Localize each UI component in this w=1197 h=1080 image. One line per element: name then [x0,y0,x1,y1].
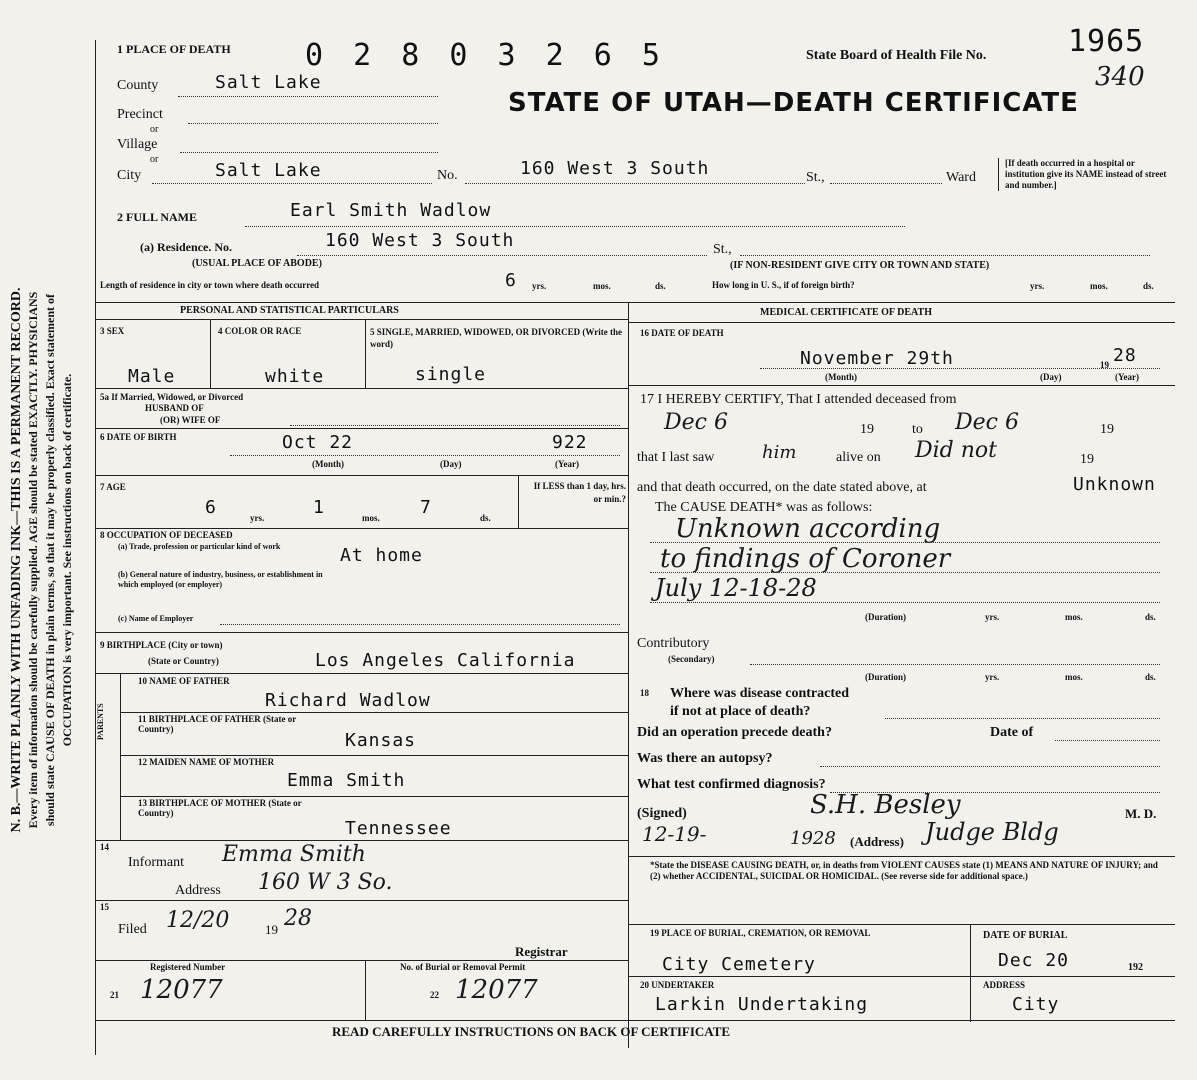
length-yrs: yrs. [532,281,547,291]
village-label: Village [117,137,158,152]
test-label: What test confirmed diagnosis? [637,777,826,792]
death-occurred-label: and that death occurred, on the date stated above, at [637,480,927,495]
dob-label: 6 DATE OF BIRTH [100,432,177,442]
personal-heading: PERSONAL AND STATISTICAL PARTICULARS [180,305,399,316]
signed-date: 12-19- [642,822,707,846]
q18-line-1: Where was disease contracted [670,686,849,701]
residence-value: 160 West 3 South [325,230,515,251]
date-of-death-year: 28 [1113,345,1137,366]
county-label: County [117,78,159,93]
duration-mos-2: mos. [1065,672,1083,682]
age-label: 7 AGE [100,482,126,492]
address-label: (Address) [850,834,904,849]
informant-label: Informant [128,855,184,870]
length-ds: ds. [655,281,666,291]
file-number-2: 340 [1095,62,1145,92]
registered-number-label: Registered Number [150,962,226,972]
mother-birthplace-value: Tennessee [345,818,452,839]
attended-from: Dec 6 [664,410,728,435]
father-birthplace-value: Kansas [345,730,417,751]
cause-footnote: *State the DISEASE CAUSING DEATH, or, in deaths from VIOLENT CAUSES state (1) MEANS AND NATURE OF INJURY; and (2) whether ACCIDENTAL, SUICIDAL OR HOMICIDAL. (See reverse side for additional space.) [650,860,1158,881]
age-mos-caption: mos. [362,513,380,523]
attended-to-label: to [912,422,923,437]
filed-date: 12/20 [166,908,230,933]
death-day-caption: (Day) [1040,372,1062,382]
father-value: Richard Wadlow [265,690,431,711]
sidebar-instructions [0,0,84,1064]
burial-permit-label: No. of Burial or Removal Permit [400,962,526,972]
burial-permit-number: 12077 [455,975,538,1005]
attended-to: Dec 6 [955,410,1019,435]
hospital-note: [If death occurred in a hospital or institution give its NAME instead of street and number.] [998,158,1170,191]
burial-year-value: 192 [1128,962,1143,973]
cause-line-1: Unknown according [675,514,941,544]
us-yrs: yrs. [1030,281,1045,291]
birthplace-value: Los Angeles California [315,650,576,671]
us-mos: mos. [1090,281,1108,291]
undertaker-address-value: City [1012,994,1060,1015]
spouse-label-2: HUSBAND OF [145,403,204,413]
registrar-label: Registrar [515,944,568,959]
residence-label: (a) Residence. No. [140,240,232,254]
dob-month-day: Oct 22 [282,432,354,453]
mother-value: Emma Smith [287,770,406,791]
undertaker-label: 20 UNDERTAKER [640,980,715,990]
death-year-prefix: 19 [1100,360,1109,370]
date-of-death-label: 16 DATE OF DEATH [640,328,724,338]
color-label: 4 COLOR OR RACE [218,326,302,336]
full-name-value: Earl Smith Wadlow [290,200,492,221]
length-mos: mos. [593,281,611,291]
undertaker-address-label: ADDRESS [983,980,1026,990]
burial-place-value: City Cemetery [662,954,816,975]
us-label: How long in U. S., if of foreign birth? [712,280,855,290]
side-line-4: OCCUPATION is very important. See instructions on back of certificate. [60,373,74,747]
filed-label: Filed [118,922,147,937]
bottom-rule [95,1020,1175,1021]
birthplace-label: 9 BIRTHPLACE (City or town) [100,640,223,650]
side-line-1: N. B.—WRITE PLAINLY WITH UNFADING INK—THIS IS A PERMANENT RECORD. [9,287,24,833]
occupation-b-label: (b) General nature of industry, business, or establishment in which employed (or employer) [118,570,323,589]
undertaker-value: Larkin Undertaking [655,994,869,1015]
board-file-label: State Board of Health File No. [806,48,987,63]
filed-number: 15 [100,902,109,912]
last-saw-word: him [762,442,797,463]
footer-instructions: READ CAREFULLY INSTRUCTIONS ON BACK OF CERTIFICATE [332,1024,731,1039]
father-birthplace-label: 11 BIRTHPLACE OF FATHER (State or Country) [138,714,297,734]
occupation-a-label: (a) Trade, profession or particular kind of work [118,542,281,551]
full-name-label: 2 FULL NAME [117,210,198,224]
side-line-2: Every item of information should be carefully supplied. AGE should be stated EXACTLY. PHYSICIANS [26,291,40,829]
burial-date-label: DATE OF BURIAL [983,930,1068,941]
alive-on-year: 19 [1080,452,1094,467]
informant-address-label: Address [175,883,221,898]
length-value: 6 [505,270,517,291]
registered-number-prefix: 21 [110,990,119,1000]
left-border [95,40,96,1055]
county-value: Salt Lake [215,72,322,93]
street-value: 160 West 3 South [520,158,710,179]
burial-permit-prefix: 22 [430,990,439,1000]
last-saw-label: that I last saw [637,450,715,465]
alive-on-value: Did not [915,438,998,463]
center-divider [628,303,629,1048]
us-ds: ds. [1143,281,1154,291]
nonresident-label: (IF NON-RESIDENT GIVE CITY OR TOWN AND STATE) [730,260,990,271]
certify-label: 17 I HEREBY CERTIFY, That I attended deceased from [640,392,957,407]
or-2: or [150,154,159,165]
death-year-caption: (Year) [1115,372,1139,382]
duration-ds-2: ds. [1145,672,1156,682]
residence-st-label: St., [713,242,732,257]
occupation-c-label: (c) Name of Employer [118,614,194,623]
precinct-label: Precinct [117,107,163,122]
city-label: City [117,168,142,183]
section-rule [95,302,1175,303]
spouse-label-1: 5a If Married, Widowed, or Divorced [100,392,244,402]
physician-signature: S.H. Besley [810,790,961,820]
marital-label: 5 SINGLE, MARRIED, WIDOWED, OR DIVORCED (Write the word) [370,327,622,349]
md-label: M. D. [1125,806,1157,821]
operation-label: Did an operation precede death? [637,725,832,740]
informant-number: 14 [100,842,109,852]
death-time-value: Unknown [1073,474,1156,495]
age-years: 6 [205,497,217,518]
occupation-value: At home [340,545,423,566]
contributory-label: Contributory [637,636,710,651]
informant-address: 160 W 3 So. [258,870,393,895]
dob-day-caption: (Day) [440,459,462,469]
color-value: white [265,366,325,387]
date-of-label: Date of [990,725,1034,740]
registered-number: 12077 [140,975,223,1005]
dob-month-caption: (Month) [312,459,344,469]
birthplace-state-label: (State or Country) [148,656,219,666]
age-ds-caption: ds. [480,513,491,523]
burial-date-value: Dec 20 [998,950,1070,971]
occupation-label: 8 OCCUPATION OF DECEASED [100,530,233,540]
page-title: STATE OF UTAH—DEATH CERTIFICATE [508,88,1079,118]
father-label: 10 NAME OF FATHER [138,676,230,686]
dob-year-caption: (Year) [555,459,579,469]
signed-label: (Signed) [637,806,687,821]
side-line-3: should state CAUSE OF DEATH in plain terms, so that it may be properly classified. Exact statement of [43,293,57,827]
spouse-label-3: (OR) WIFE OF [160,415,221,425]
length-residence-label: Length of residence in city or town where death occurred [100,280,320,290]
q18-number: 18 [640,688,649,698]
duration-yrs-2: yrs. [985,672,1000,682]
filed-year: 28 [284,906,312,931]
death-month-caption: (Month) [825,372,857,382]
autopsy-label: Was there an autopsy? [637,751,773,766]
date-of-death-value: November 29th [800,348,954,369]
city-value: Salt Lake [215,160,322,181]
sex-label: 3 SEX [100,326,125,336]
st-label: St., [806,170,825,185]
age-days: 7 [420,497,432,518]
cause-label: The CAUSE DEATH* was as follows: [655,500,873,515]
informant-value: Emma Smith [222,842,366,867]
cause-line-2: to findings of Coroner [660,544,951,574]
q18-line-2: if not at place of death? [670,704,811,719]
place-of-death-label: 1 PLACE OF DEATH [117,42,231,56]
duration-mos-1: mos. [1065,612,1083,622]
duration-yrs-1: yrs. [985,612,1000,622]
medical-heading: MEDICAL CERTIFICATE OF DEATH [760,307,932,318]
physician-address: Judge Bldg [925,818,1059,846]
burial-place-label: 19 PLACE OF BURIAL, CREMATION, OR REMOVAL [650,928,871,938]
duration-label-2: (Duration) [865,672,906,682]
usual-abode-label: (USUAL PLACE OF ABODE) [192,258,322,269]
mother-label: 12 MAIDEN NAME OF MOTHER [138,757,275,767]
certificate-number: 0 2 8 0 3 2 6 5 [305,38,666,73]
no-label: No. [437,168,458,183]
signed-year: 1928 [790,828,836,849]
sex-value: Male [128,366,176,387]
mother-birthplace-label: 13 BIRTHPLACE OF MOTHER (State or Country) [138,798,302,818]
age-yrs-caption: yrs. [250,513,265,523]
ward-label: Ward [946,170,976,185]
file-number: 1965 [1068,24,1145,59]
secondary-label: (Secondary) [668,654,715,664]
or-1: or [150,124,159,135]
duration-label-1: (Duration) [865,612,906,622]
parents-label: PARENTS [96,703,105,740]
filed-year-prefix: 19 [265,922,278,937]
duration-ds-1: ds. [1145,612,1156,622]
dob-year: 922 [552,432,588,453]
attended-to-year: 19 [1100,422,1114,437]
alive-on-label: alive on [836,450,881,465]
attended-from-year: 19 [860,422,874,437]
less-than-label: If LESS than 1 day, hrs. or min.? [533,481,626,504]
marital-value: single [415,364,487,385]
cause-line-3: July 12-18-28 [655,574,817,602]
age-months: 1 [313,497,325,518]
